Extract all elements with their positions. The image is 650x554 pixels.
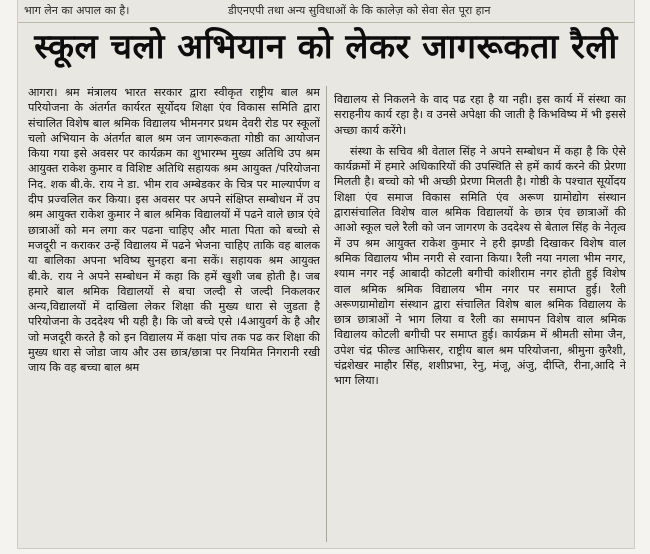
- newspaper-clipping: [18, 0, 634, 548]
- previous-article-fragment-left: भाग लेन का अपाल का है।: [24, 4, 130, 17]
- previous-article-fragment-right: डीएनएपी तथा अन्य सुविधाओं के कि कालेज़ को सेवा सेत पूरा हान: [228, 4, 491, 17]
- article-column-left: [28, 85, 320, 545]
- column-divider: [326, 86, 327, 542]
- article-paragraph: आगरा। श्रम मंत्रालय भारत सरकार द्वारा स्वीकृत राष्ट्रीय बाल श्रम परियोजना के अंतर्गत कार्यरत सूर्योदय शिक्षा एंव विकास समिति द्वारा संचालित विशेष बाल श्रमिक विद्यालय भीमनगर प्रथम देवरी रोड पर स्कूलों चलो अभियान के अंतर्गत बाल श्रम जन जागरूकता गोष्ठी का आयोजन किया गया इसे अवसर पर कार्यक्रम का शुभारम्भ मुख्य अतिथि उप श्रम आयुक्त राकेश कुमार व विशिष्ट अतिथि सहायक श्रम आयुक्त /परियोजना निद. शक बी.के. राय ने डा. भीम राव अम्बेडकर के चित्र पर माल्यार्पण व दीप प्रज्वलित कर किया। इस अवसर पर अपने संक्षिप्त सम्बोधन में उप श्रम आयुक्त राकेश कुमार ने बाल श्रमिक विद्यालयों में पढने वाले छात्र एंवे छात्राओं को मन लगा कर पढना चाहिए और माता पिता को बच्चो से मजदूरी न कराकर उन्हें विद्यालय में पढने भेजना चाहिए ताकि वह बालक या बालिका अपना भविष्य सुनहरा बना सकें। सहायक श्रम आयुक्त बी.के. राय ने अपने सम्बोधन में कहा कि हमें खुशी जब होती है। जब हमारे बाल श्रमिक विद्यालयों से बचा जल्दी से जल्दी निकलकर अन्य,विद्यालयों में दाखिला लेकर शिक्षा की मुख्य धारा से जुडता है परियोजना के उददेश्य भी यही है। कि जो बच्चे एसे ।4आयुवर्ग के है और जो मजदूरी करते है को इन विद्यालय में कक्षा पांच तक पढ कर शिक्षा की मुख्य धारा से जोडा जाय और उस छात्र/छात्रा पर नियमित निगरानी रखी जाय कि वह बच्चा बाल श्रम: [28, 86, 320, 375]
- article-headline: स्कूल चलो अभियान को लेकर जागरूकता रैली: [34, 27, 618, 67]
- article-column-right: [334, 92, 626, 544]
- article-paragraph: संस्था के सचिव श्री वेताल सिंह ने अपने सम्बोधन में कहा है कि ऐसे कार्यक्रमों में हमारे अधिकारियों की उपस्थिति से हमें कार्य करने की प्रेरणा मिलती है। बच्चो को भी अच्छी प्रेरणा मिलती है। गोष्ठी के पश्चात सूर्योदय शिक्षा एंव समाज विकास समिति एंव अरूण ग्रामोद्योग संस्थान द्वारासंचालित विशेष वाल श्रमिक विद्यालयों के छात्र एंव छात्राओं की आओ स्कूल चले रैली को जन जागरण के उददेश्य से बेताल सिंह के नेतृत्व में उप श्रम आयुक्त राकेश कुमार ने हरी झण्डी दिखाकर विशेष वाल श्रमिक विद्यालय भीम नगरी से रवाना किया। रैली नया नगला भीम नगर, श्याम नगर नई आबादी कोटली बगीची कांशीराम नगर होती हुई विशेष वाल श्रमिक श्रमिक विद्यालय भीम नगर पर समाप्त हुई। रैली अरूणग्रामोद्योग संस्थान द्वारा संचालित विशेष बाल श्रमिक विद्यालय के छात्र छात्राओं ने भाग लिया व रैली का समापन विशेष वाल श्रमिक विद्यालय कोटली बगीची पर समाप्त हुई। कार्यक्रम में श्रीमती सोमा जैन, उपेश चंद्र फील्ड आफिसर, राष्ट्रीय बाल श्रम परियोजना, श्रीमुना कुरैशी, चंद्रशेखर माहौर सिंह, शशीप्रभा, रेनु, मंजू, अंजु, दीप्ति, रीना,आदि ने भाग लिया।: [334, 144, 626, 388]
- article-paragraph: विद्यालय से निकलने के वाद पढ रहा है या नही। इस कार्य में संस्था का सराहनीय कार्य रहा है। व उनसे अपेक्षा की जाती है किभविष्य में भी इससे अच्छा कार्य करेंगे।: [334, 93, 626, 137]
- previous-article-strip: [18, 0, 634, 23]
